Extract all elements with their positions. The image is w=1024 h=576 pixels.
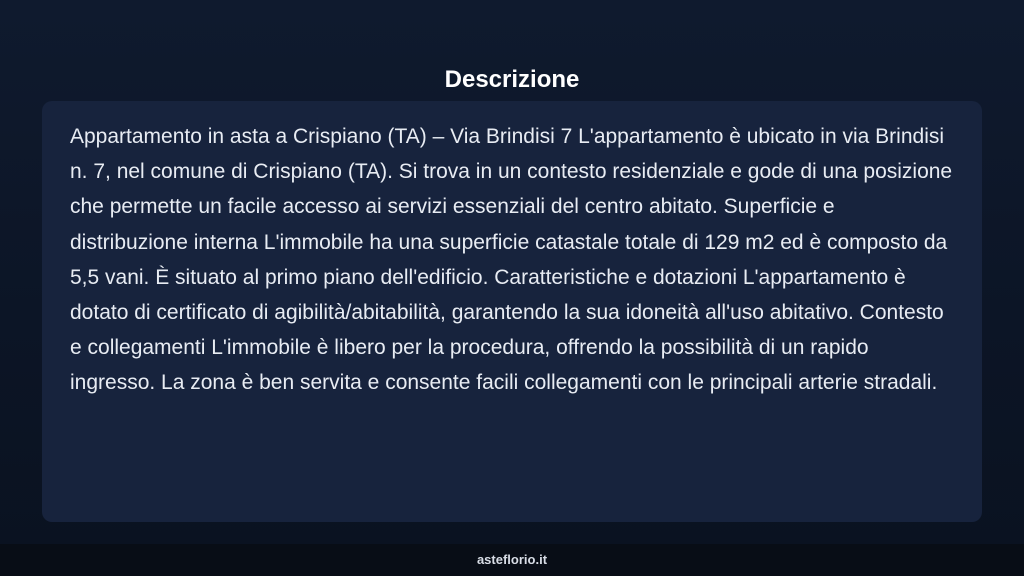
description-card [42,101,982,522]
footer [0,544,1024,576]
page-title: Descrizione [444,66,580,94]
description-text: Appartamento in asta a Crispiano (TA) – Via Brindisi 7 L'appartamento è ubicato in via Brindisi n. 7, nel comune di Crispiano (TA). Si trova in un contesto residenziale e gode di una posizione che permette un facile accesso ai servizi essenziali del centro abitato. Superficie e distribuzione interna L'immobile ha una superficie catastale totale di 129 m2 ed è composto da 5,5 vani. È situato al primo piano dell'edificio. Caratteristiche e dotazioni L'appartamento è dotato di certificato di agibilità/abitabilità, garantendo la sua idoneità all'uso abitativo. Contesto e collegamenti L'immobile è libero per la procedura, offrendo la possibilità di un rapido ingresso. La zona è ben servita e consente facili collegamenti con le principali arterie stradali. [70,125,953,395]
footer-brand: asteflorio.it [476,552,548,567]
